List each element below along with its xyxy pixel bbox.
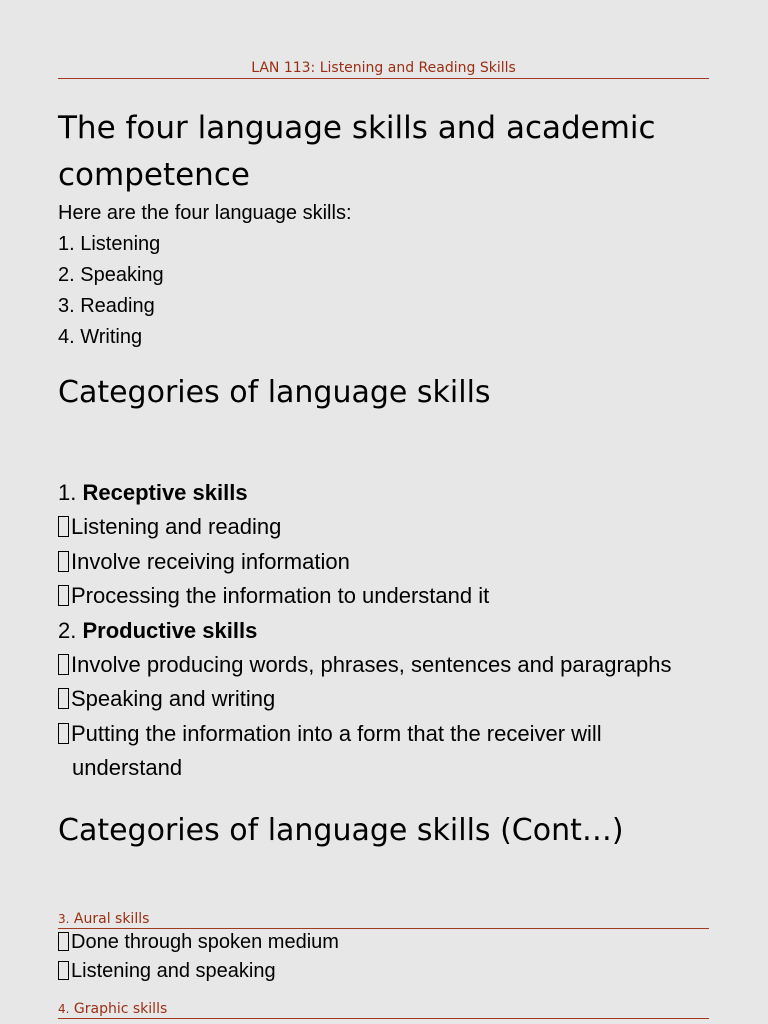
missing-glyph-bullet-icon [58,961,69,980]
page-title: The four language skills and academic competence [58,110,656,193]
productive-label: Productive skills [82,617,258,643]
aural-list [58,928,339,985]
missing-glyph-bullet-icon [58,551,69,572]
receptive-number: 1. [58,480,83,505]
skill-item: 1. Listening [58,233,161,255]
categories-heading: Categories of language skills [58,375,491,410]
skill-item: 3. Reading [58,295,155,317]
graphic-number: 4. [58,1002,70,1016]
bullet-text: Listening and speaking [71,959,276,982]
missing-glyph-bullet-icon [58,516,69,537]
bullet-item [58,957,339,986]
missing-glyph-bullet-icon [58,654,69,675]
intro-block [58,198,352,353]
aural-skills-heading [58,909,709,929]
bullet-text: Involve receiving information [71,548,350,574]
bullet-item [58,579,738,613]
bullet-text: Involve producing words, phrases, sentences and paragraphs [71,652,672,678]
graphic-skills-heading [58,999,709,1019]
bullet-continuation: understand [72,755,183,781]
graphic-label: Graphic skills [69,1001,168,1017]
missing-glyph-bullet-icon [58,932,69,951]
bullet-text: Done through spoken medium [71,931,339,953]
receptive-heading [58,476,738,510]
bullet-item [58,545,738,579]
bullet-text: Putting the information into a form that the receiver will [71,720,602,746]
categories-list [58,476,738,786]
bullet-item [58,928,339,957]
running-header-title: LAN 113: Listening and Reading Skills [251,60,516,76]
missing-glyph-bullet-icon [58,723,69,744]
missing-glyph-bullet-icon [58,585,69,606]
running-header [58,59,709,79]
bullet-item [58,510,738,544]
missing-glyph-bullet-icon [58,688,69,709]
aural-number: 3. [58,912,70,926]
bullet-text: Speaking and writing [71,686,276,712]
bullet-item [58,717,738,751]
bullet-item [58,682,738,716]
bullet-text: Processing the information to understand it [71,583,490,609]
aural-label: Aural skills [69,911,150,927]
receptive-label: Receptive skills [82,480,248,505]
bullet-item [58,648,738,682]
productive-heading [58,614,738,648]
productive-number: 2. [58,617,83,643]
skill-item: 4. Writing [58,326,143,348]
intro-text: Here are the four language skills: [58,202,352,224]
bullet-text: Listening and reading [71,514,282,540]
categories-cont-heading: Categories of language skills (Cont…) [58,813,624,848]
skill-item: 2. Speaking [58,264,164,286]
